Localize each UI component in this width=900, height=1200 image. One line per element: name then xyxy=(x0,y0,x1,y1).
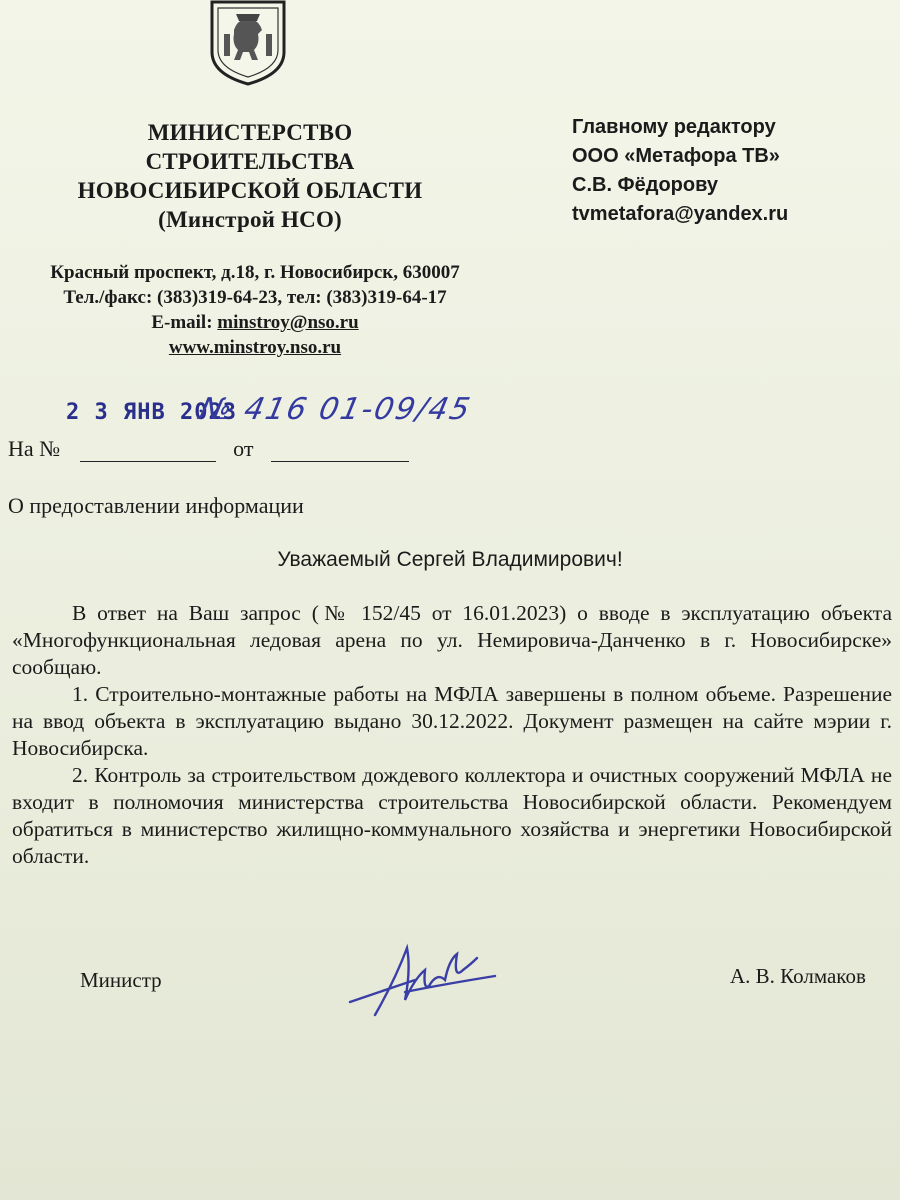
handwritten-signature-icon xyxy=(345,940,505,1030)
ministry-heading xyxy=(40,118,460,234)
ministry-abbrev: (Минстрой НСО) xyxy=(158,207,342,232)
from-label: от xyxy=(233,436,254,461)
ministry-line: СТРОИТЕЛЬСТВА xyxy=(145,149,355,174)
website-link[interactable]: www.minstroy.nso.ru xyxy=(168,337,342,358)
coat-of-arms-icon xyxy=(206,0,290,86)
addressee-email: tvmetafora@yandex.ru xyxy=(572,203,789,225)
phone-text: Тел./факс: (383)319-64-23, тел: (383)319-64-17 xyxy=(63,287,447,308)
signer-name: А. В. Колмаков xyxy=(730,964,866,988)
addressee-line: Главному редактору xyxy=(572,116,776,138)
ref-number-blank xyxy=(80,439,216,462)
contact-block xyxy=(20,260,490,360)
addressee-line: С.В. Фёдорову xyxy=(572,174,719,196)
addressee-block xyxy=(572,113,892,229)
signer-position: Министр xyxy=(80,968,162,992)
body-paragraph: 1. Строительно-монтажные работы на МФЛА завершены в полном объеме. Разрешение на ввод объекта в эксплуатацию выдано 30.12.2022. Документ размещен на сайте мэрии г. Новосибирска. xyxy=(12,682,892,760)
salutation: Уважаемый Сергей Владимирович! xyxy=(277,548,623,571)
addressee-line: ООО «Метафора ТВ» xyxy=(572,145,780,167)
body-paragraph: В ответ на Ваш запрос (№ 152/45 от 16.01.2023) о вводе в эксплуатацию объекта «Многофункциональная ледовая арена по ул. Немировича-Данченко в г. Новосибирске» сообщаю. xyxy=(12,601,892,679)
registration-number: № 416 01-09/45 xyxy=(196,392,475,427)
address-text: Красный проспект, д.18, г. Новосибирск, 630007 xyxy=(50,262,460,283)
date-stamp: 2 3 ЯНВ 2023 xyxy=(66,400,237,425)
letter-subject: О предоставлении информации xyxy=(8,493,304,518)
ministry-line: НОВОСИБИРСКОЙ ОБЛАСТИ xyxy=(77,178,423,203)
body-paragraph: 2. Контроль за строительством дождевого коллектора и очистных сооружений МФЛА не входит в полномочия министерства строительства Новосибирской области. Рекомендуем обратиться в министерство жилищно-коммунального хозяйства и энергетики Новосибирской области. xyxy=(12,763,892,868)
email-line xyxy=(20,310,490,335)
ref-date-blank xyxy=(271,439,409,462)
ministry-line: МИНИСТЕРСТВО xyxy=(147,120,353,145)
ref-label: На № xyxy=(8,436,61,461)
letter-body xyxy=(12,600,892,870)
reference-line xyxy=(8,436,409,462)
email-label: E-mail: xyxy=(151,312,218,333)
email-link[interactable]: minstroy@nso.ru xyxy=(217,312,359,333)
